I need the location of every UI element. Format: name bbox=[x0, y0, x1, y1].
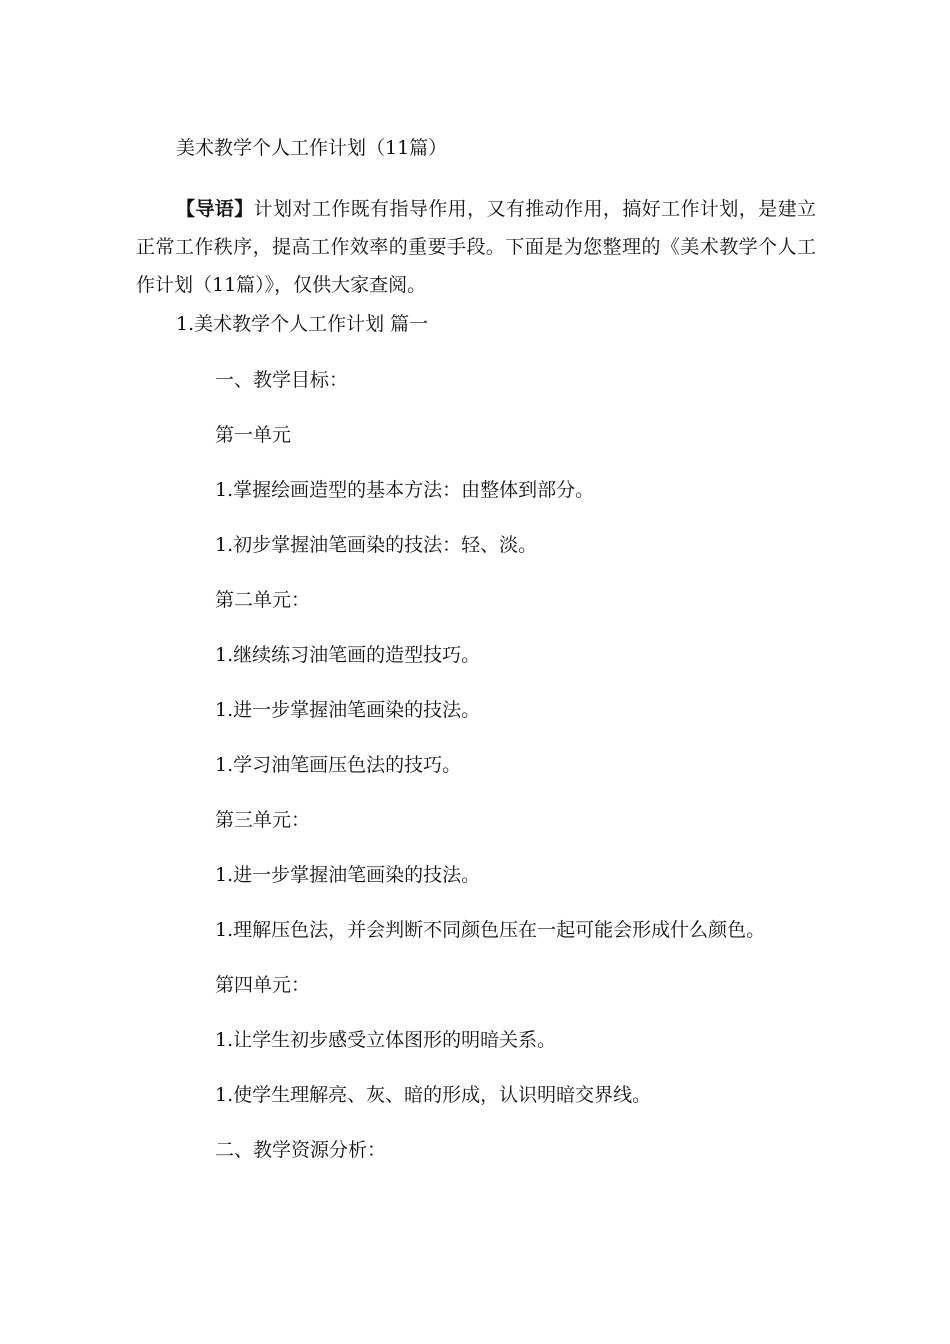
body-line: 1.初步掌握油笔画染的技法：轻、淡。 bbox=[215, 534, 538, 556]
unit-heading: 第二单元： bbox=[215, 589, 311, 611]
intro-text: 计划对工作既有指导作用，又有推动作用，搞好工作计划，是建立正常工作秩序，提高工作效率的重要手段。下面是为您整理的《美术教学个人工作计划（11篇）》，仅供大家查阅。 bbox=[136, 198, 816, 296]
body-line: 一、教学目标： bbox=[215, 369, 349, 391]
intro-paragraph bbox=[136, 190, 816, 304]
intro-label: 【导语】 bbox=[176, 198, 254, 220]
section-subheading: 二、教学资源分析： bbox=[215, 1139, 387, 1161]
body-line: 1.进一步掌握油笔画染的技法。 bbox=[215, 864, 481, 886]
unit-heading: 第三单元： bbox=[215, 809, 311, 831]
unit-heading: 第一单元 bbox=[215, 424, 292, 446]
body-line: 1.进一步掌握油笔画染的技法。 bbox=[215, 699, 481, 721]
body-line: 1.继续练习油笔画的造型技巧。 bbox=[215, 644, 481, 666]
body-line: 1.掌握绘画造型的基本方法：由整体到部分。 bbox=[215, 479, 595, 501]
document-title: 美术教学个人工作计划（11篇） bbox=[176, 137, 448, 159]
unit-heading: 第四单元： bbox=[215, 974, 311, 996]
body-line: 1.学习油笔画压色法的技巧。 bbox=[215, 754, 462, 776]
body-line: 1.理解压色法，并会判断不同颜色压在一起可能会形成什么颜色。 bbox=[215, 919, 766, 941]
body-line: 1.让学生初步感受立体图形的明暗关系。 bbox=[215, 1029, 557, 1051]
body-line: 1.使学生理解亮、灰、暗的形成，认识明暗交界线。 bbox=[215, 1084, 652, 1106]
section-heading: 1.美术教学个人工作计划 篇一 bbox=[176, 313, 429, 335]
